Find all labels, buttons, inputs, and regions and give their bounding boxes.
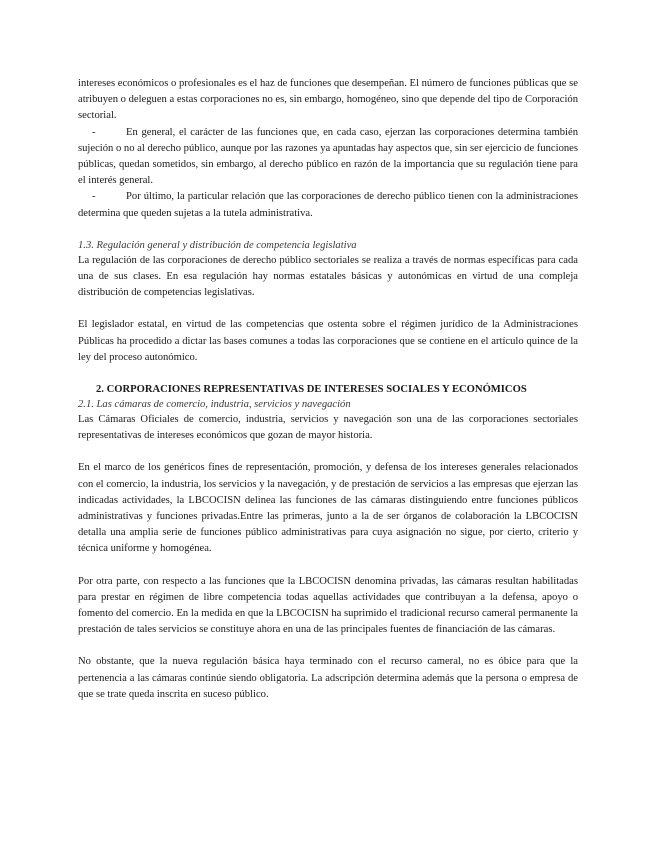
subheading-2-1: 2.1. Las cámaras de comercio, industria, servicios y navegación bbox=[78, 399, 351, 411]
spacer bbox=[78, 444, 578, 460]
paragraph-1-3-a: La regulación de las corporaciones de derecho público sectoriales se realiza a través de normas específicas para cada una de sus clases. En esa regulación hay normas estatales básicas y autonómicas en virtud de una compleja distribución de competencias legislativas. bbox=[78, 254, 578, 299]
spacer bbox=[78, 222, 578, 238]
paragraph-2-1-a: Las Cámaras Oficiales de comercio, industria, servicios y navegación son una de las corporaciones sectoriales representativas de intereses económicos que gozan de mayor historia. bbox=[78, 414, 578, 442]
bullet-text-ultimo: Por último, la particular relación que las corporaciones de derecho público tienen con la administraciones determina que queden sujetas a la tutela administrativa. bbox=[78, 191, 578, 219]
spacer bbox=[78, 301, 578, 317]
paragraph-2-1-b: En el marco de los genéricos fines de representación, promoción, y defensa de los intereses generales relacionados con el comercio, la industria, los servicios y la navegación, y de prestación de servicios a las empresas que ejerzan las indicadas actividades, la LBCOCISN delinea las funciones de las cámaras distinguiendo entre funciones públicos administrativas y funciones privadas.Entre las primeras, junto a la de ser órganos de colaboración la LBCOCISN detalla una amplia serie de funciones público administrativas para cuya asignación no sigue, por cierto, criterio y técnica uniforme y homogénea. bbox=[78, 462, 578, 555]
paragraph-intro: intereses económicos o profesionales es el haz de funciones que desempeñan. El número de funciones públicas que se atribuyen o deleguen a estas corporaciones no es, sin embargo, homogéneo, sino que depende del tipo de Corporación sectorial. bbox=[78, 78, 578, 122]
subheading-1-3: 1.3. Regulación general y distribución de competencia legislativa bbox=[78, 239, 357, 251]
paragraph-2-1-c: Por otra parte, con respecto a las funciones que la LBCOCISN denomina privadas, las cámaras resultan habilitadas para prestar en régimen de libre competencia todas aquellas actividades que contribuyan a la defensa, apoyo o fomento del comercio. En la medida en que la LBCOCISN ha suprimido el tradicional recurso cameral permanente la prestación de tales servicios se constituye ahora en una de las principales fuentes de financiación de las cámaras. bbox=[78, 575, 578, 636]
section-heading-2: 2. CORPORACIONES REPRESENTATIVAS DE INTERESES SOCIALES Y ECONÓMICOS bbox=[96, 384, 527, 396]
spacer bbox=[78, 366, 578, 382]
bullet-item-ultimo bbox=[78, 189, 578, 221]
spacer bbox=[78, 558, 578, 574]
bullet-dash: - bbox=[92, 191, 96, 203]
bullet-dash: - bbox=[92, 126, 96, 138]
spacer bbox=[78, 638, 578, 654]
bullet-item-general bbox=[78, 125, 578, 190]
bullet-text-general: En general, el carácter de las funciones que, en cada caso, ejerzan las corporaciones determina también sujeción o no al derecho público, aunque por las razones ya apuntadas hay aspectos que, sin ser ejercicio de funciones públicas, quedan sometidos, sin embargo, al derecho público en razón de la importancia que su regulación tiene para el interés general. bbox=[78, 126, 578, 187]
document-page bbox=[78, 76, 578, 703]
paragraph-2-1-d: No obstante, que la nueva regulación básica haya terminado con el recurso cameral, no es óbice para que la pertenencia a las cámaras continúe siendo obligatoria. La adscripción determina además que la persona o empresa de que se trate queda inscrita en suceso público. bbox=[78, 656, 578, 700]
paragraph-1-3-b: El legislador estatal, en virtud de las competencias que ostenta sobre el régimen jurídico de la Administraciones Públicas ha procedido a dictar las bases comunes a todas las corporaciones que se contiene en el artículo quince de la ley del proceso autonómico. bbox=[78, 319, 578, 363]
